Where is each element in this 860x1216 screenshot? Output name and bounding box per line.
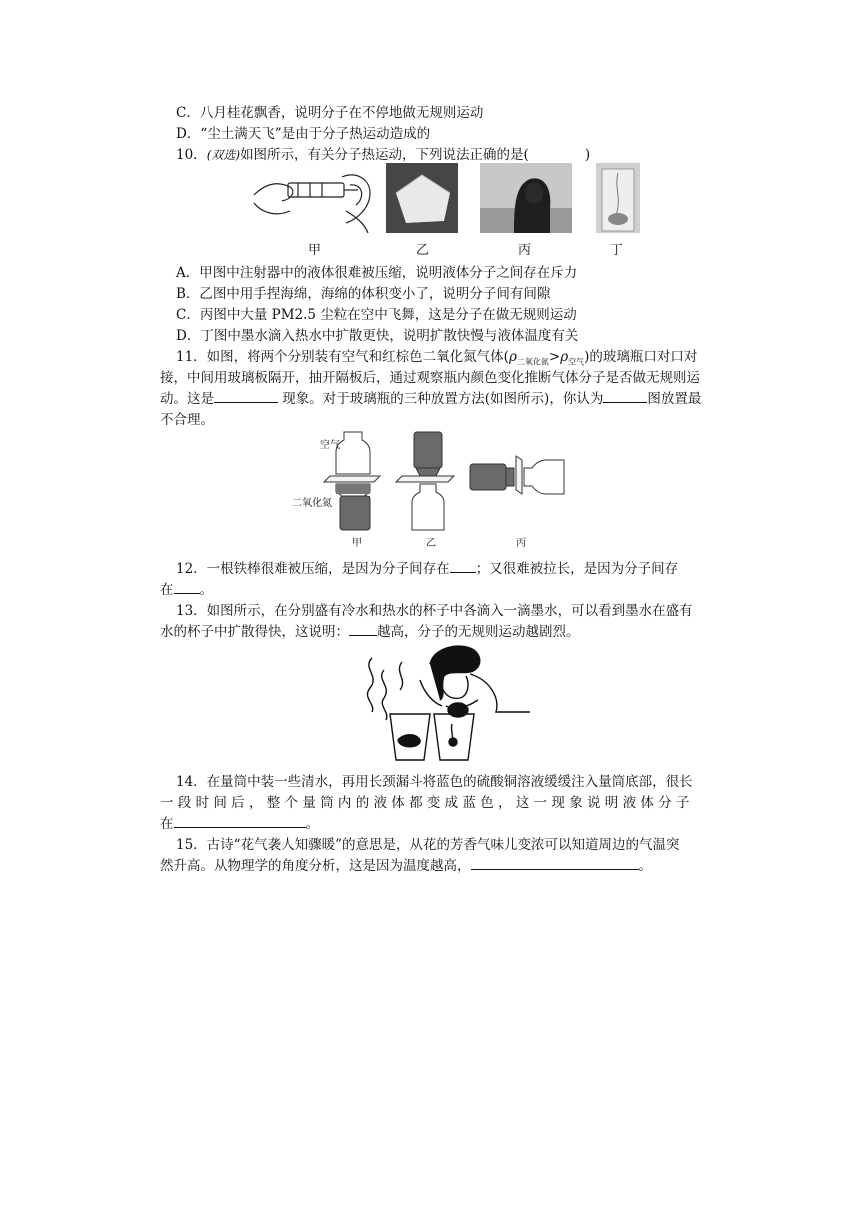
- q11-sub-2: 空气: [568, 357, 585, 367]
- beaker-photo: [596, 163, 640, 233]
- q14-text-d: 。: [305, 816, 319, 832]
- hair: [430, 646, 480, 700]
- q10-figure: [246, 163, 646, 258]
- ink-drop: [449, 738, 457, 746]
- q9-option-d: D．“尘土满天飞”是由于分子热运动造成的: [176, 126, 431, 142]
- q15-line-1: 15．古诗“花气袭人知骤暖”的意思是，从花的芳香气味儿变浓可以知道周边的气温突: [176, 837, 680, 853]
- label-no2: 二氧化氮: [292, 498, 332, 509]
- q11-line-4: 不合理。: [160, 412, 214, 428]
- q12-text-a: 12．一根铁棒很难被压缩，是因为分子间存在: [176, 561, 450, 577]
- q11-gt: >: [548, 349, 561, 365]
- q13-figure: [350, 640, 530, 762]
- q10-number: 10．: [176, 147, 207, 163]
- answer-blank-phenomenon[interactable]: [214, 390, 278, 403]
- fig-label-ding: 丁: [610, 243, 624, 258]
- answer-blank-q15[interactable]: [471, 857, 639, 870]
- q10-option-a: A．甲图中注射器中的液体很难被压缩，说明液体分子之间存在斥力: [176, 265, 578, 281]
- answer-blank-q12-1[interactable]: [450, 560, 476, 573]
- q11-rho-2: ρ: [560, 349, 569, 365]
- q13-text-c: 越高，分子的无规则运动越剧烈。: [377, 624, 580, 640]
- q11-figure: [290, 430, 570, 550]
- fig-label-jia: 甲: [352, 538, 362, 549]
- q14-text-c: 在: [160, 816, 174, 832]
- label-air: 空气: [320, 440, 340, 451]
- q10-option-b: B．乙图中用手捏海绵，海绵的体积变小了，说明分子间有间隙: [176, 286, 551, 302]
- fig-label-bing: 丙: [518, 243, 532, 258]
- bottles-bing: [470, 456, 564, 494]
- q10-close: ): [584, 147, 591, 163]
- bottles-yi: [396, 432, 454, 530]
- q14-line-3: [160, 815, 319, 833]
- pm25-photo: [480, 163, 572, 233]
- q15-line-2: [160, 857, 652, 875]
- q14-line-1: 14．在量筒中装一些清水，再用长颈漏斗将蓝色的硫酸铜溶液缓缓注入量筒底部，很长: [176, 774, 693, 790]
- q15-text-c: 。: [638, 858, 652, 874]
- q11-text-3a: 动。这是: [160, 391, 214, 407]
- q12-line-1: [176, 560, 678, 578]
- fig-label-jia: 甲: [308, 243, 322, 258]
- q13-text-b: 水的杯子中扩散得快，这说明：: [160, 624, 349, 640]
- fig-label-yi: 乙: [426, 538, 436, 549]
- answer-blank-q13[interactable]: [349, 623, 377, 636]
- fig-label-yi: 乙: [416, 243, 430, 258]
- q14-line-2: 一 段 时 间 后 ， 整 个 量 筒 内 的 液 体 都 变 成 蓝 色 ， 这 一 现 象 说 明 液 体 分 子: [160, 795, 690, 811]
- syringe-illustration: [254, 175, 370, 233]
- q9-option-c: C．八月桂花飘香，说明分子在不停地做无规则运动: [176, 105, 484, 121]
- q12-line-2: [160, 581, 213, 599]
- answer-blank-q12-2[interactable]: [174, 581, 200, 594]
- q15-text-b: 然升高。从物理学的角度分析，这是因为温度越高，: [160, 858, 471, 874]
- q13-line-1: 13．如图所示，在分别盛有冷水和热水的杯子中各滴入一滴墨水，可以看到墨水在盛有: [176, 603, 693, 619]
- steam-line: [367, 658, 373, 712]
- q11-text-3c: 图放置最: [647, 391, 702, 407]
- ink-diffused: [398, 735, 420, 747]
- answer-blank-q14[interactable]: [174, 815, 306, 828]
- q11-rho-1: ρ: [508, 349, 517, 365]
- q13-line-2: [160, 623, 580, 641]
- face: [440, 676, 468, 698]
- q11-line-2: 接，中间用玻璃板隔开，抽开隔板后，通过观察瓶内颜色变化推断气体分子是否做无规则运: [160, 370, 700, 386]
- q10-text: 如图所示，有关分子热运动，下列说法正确的是(: [240, 147, 529, 163]
- q10-photos: [246, 163, 646, 237]
- answer-blank-figure[interactable]: [603, 390, 647, 403]
- q10-option-d: D．丁图中墨水滴入热水中扩散更快，说明扩散快慢与液体温度有关: [176, 328, 579, 344]
- q12-text-b: ；又很难被拉长，是因为分子间存: [475, 561, 679, 577]
- q12-text-d: 。: [199, 582, 213, 598]
- hand: [448, 703, 468, 717]
- ink-diffusion-illustration: [350, 640, 530, 762]
- q12-text-c: 在: [160, 582, 174, 598]
- cup-cold: [434, 714, 474, 760]
- q11-sub-1: 二氧化氮: [516, 357, 549, 367]
- q11-text-a: 11．如图，将两个分别装有空气和红棕色二氧化氮气体(: [176, 349, 509, 365]
- steam-line: [399, 662, 402, 690]
- q10-option-c: C．丙图中大量 PM2.5 尘粒在空中飞舞，这是分子在做无规则运动: [176, 307, 577, 323]
- q11-text-3b: 现象。对于玻璃瓶的三种放置方法(如图所示)，你认为: [278, 391, 604, 407]
- q10-tag: (双选): [206, 148, 241, 162]
- steam-line: [382, 670, 387, 720]
- fig-label-bing: 丙: [516, 538, 526, 549]
- body: [470, 674, 530, 712]
- q10-stem: [176, 146, 590, 164]
- sponge-photo: [386, 163, 458, 233]
- q11-line-3: [160, 390, 701, 408]
- q11-text-b: )的玻璃瓶口对口对: [584, 349, 698, 365]
